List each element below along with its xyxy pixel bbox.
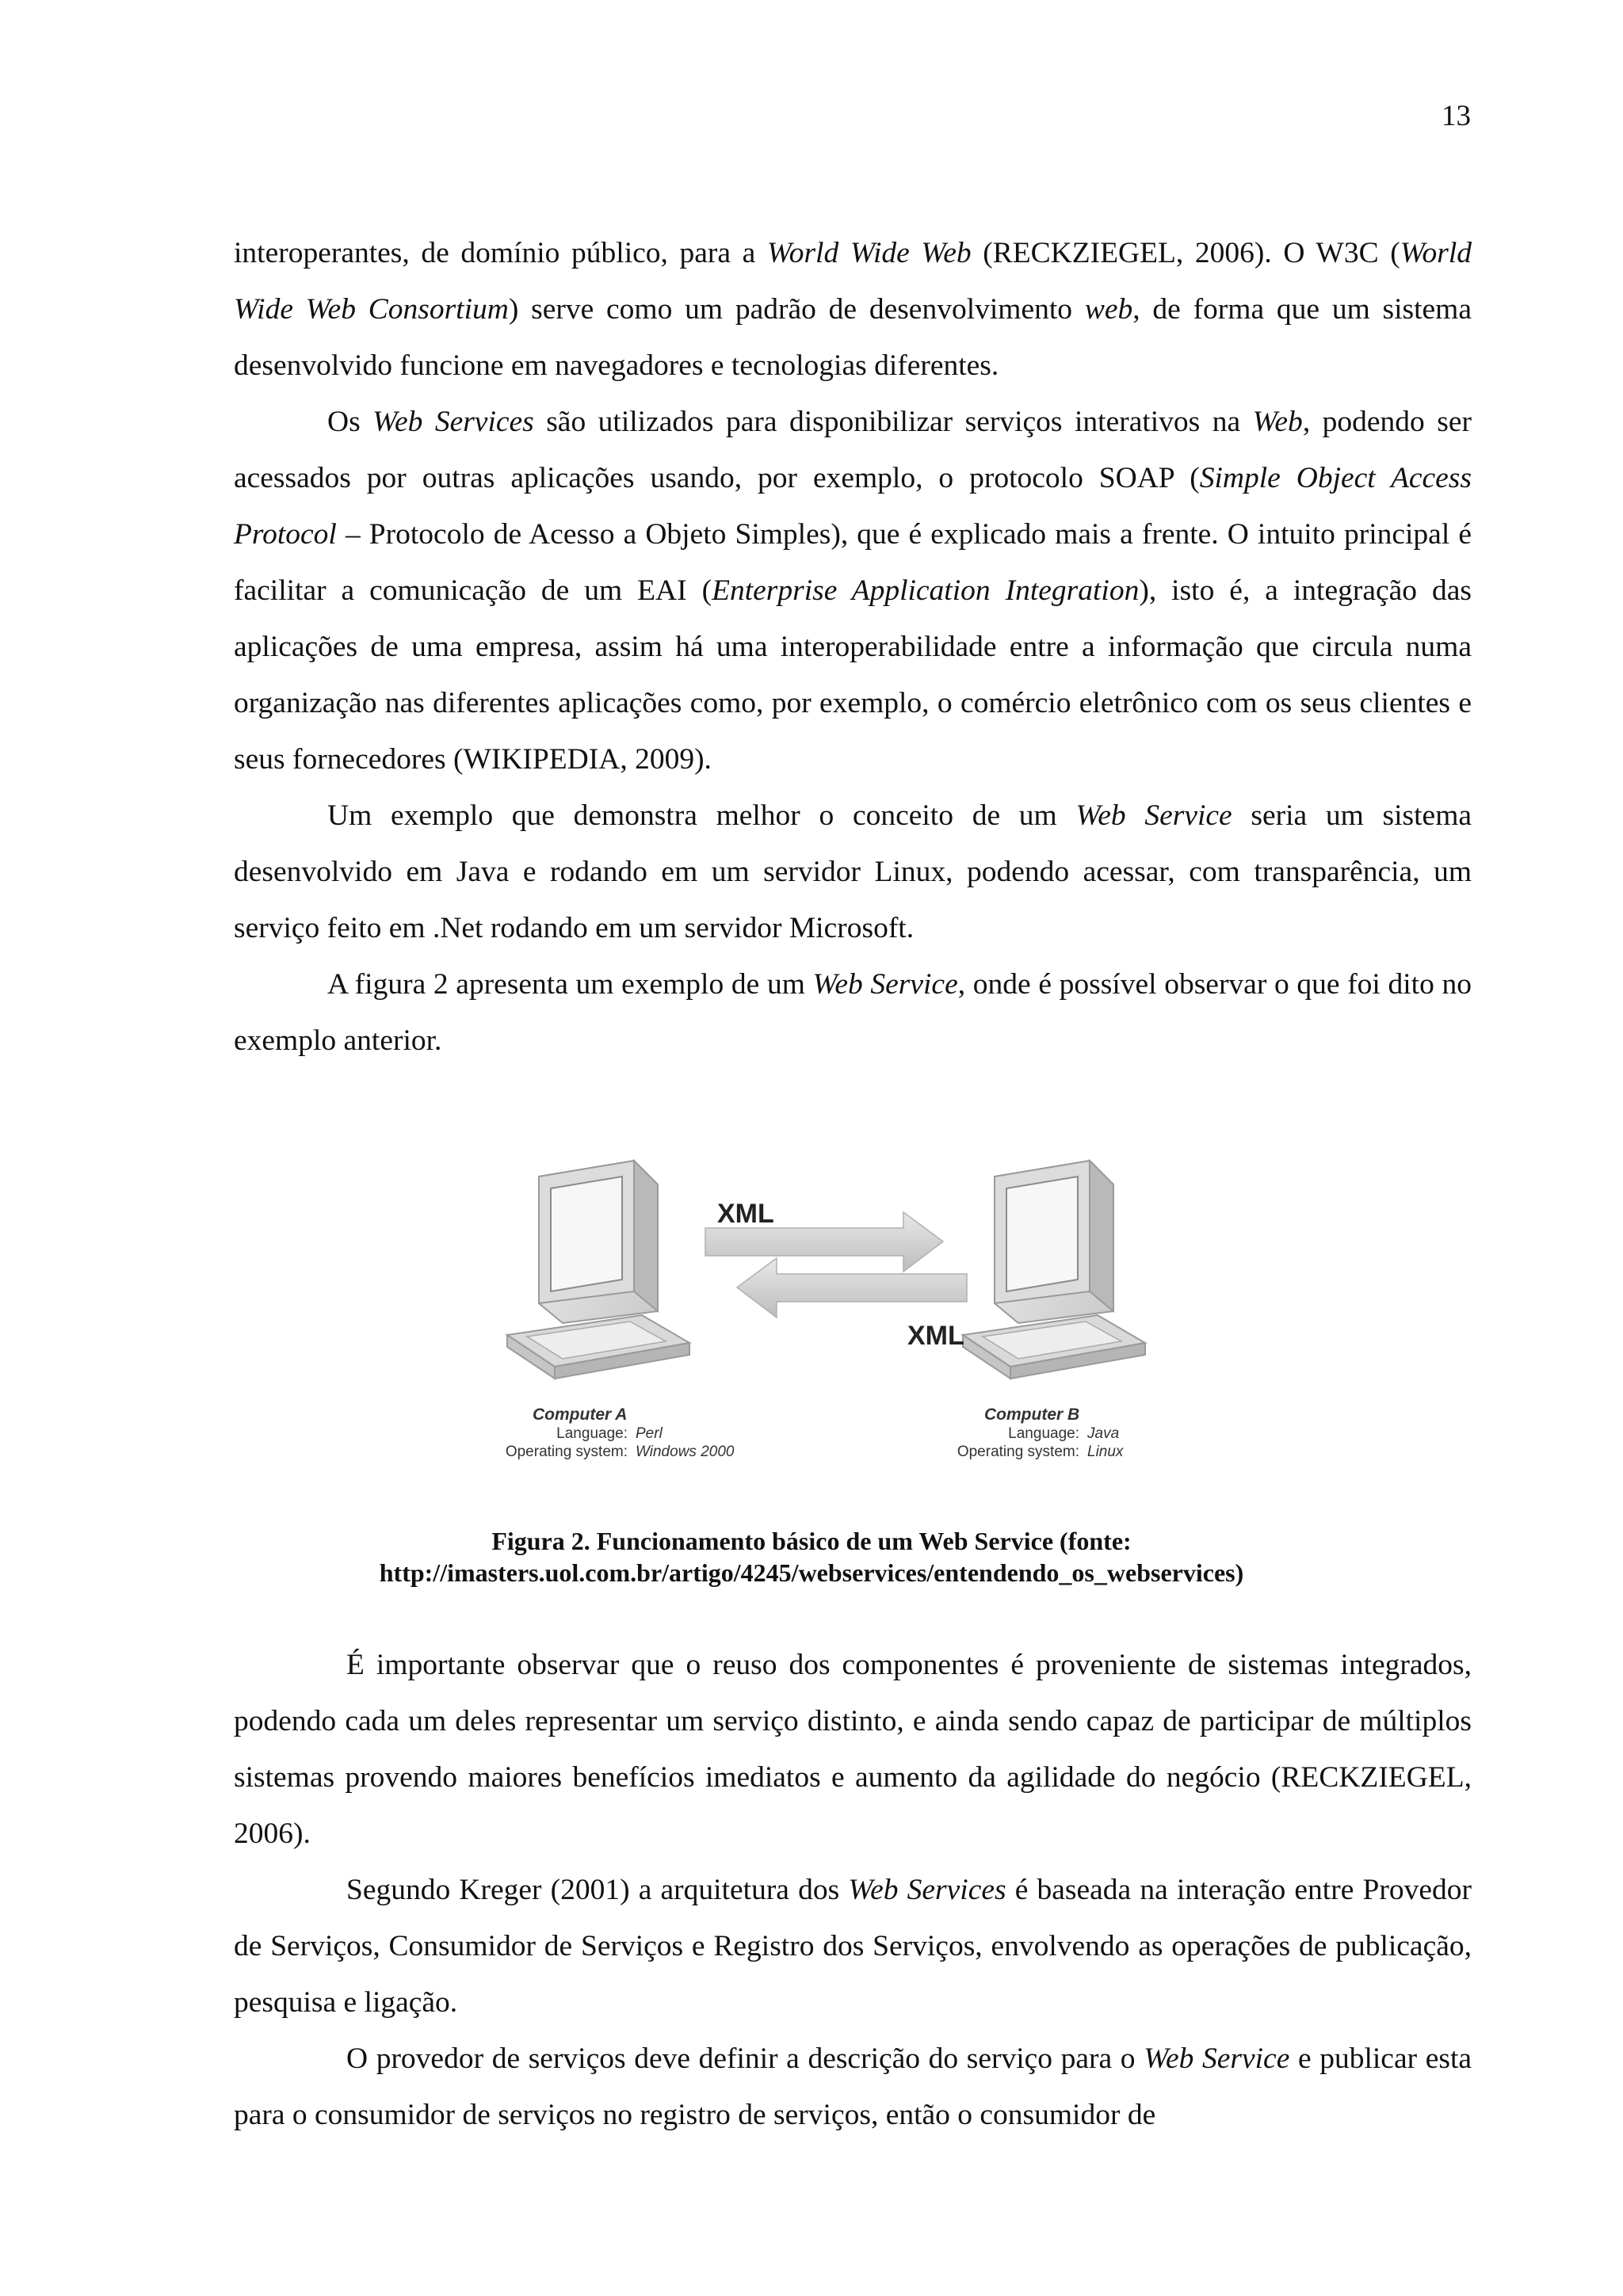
computer-b-language: Java: [1087, 1425, 1120, 1442]
computer-a-os-label: Operating system:: [505, 1444, 628, 1460]
paragraph-2: Os Web Services são utilizados para disponibilizar serviços interativos na Web, podendo ser acessados por outras aplicações usando, por exemplo, o protocolo SOAP (Simple Object Access Protocol – Protocolo de Acesso a Objeto Simples), que é explicado mais a frente. O intuito principal é facilitar a comunicação de um EAI (Enterprise Application Integration), isto é, a integração das aplicações de uma empresa, assim há uma interoperabilidade entre a informação que circula numa organização nas diferentes aplicações como, por exemplo, o comércio eletrônico com os seus clientes e seus fornecedores (WIKIPEDIA, 2009).: [234, 406, 1472, 776]
computer-a-title: Computer A: [533, 1405, 628, 1424]
computer-a-language-label: Language:: [556, 1425, 628, 1442]
computer-a-icon: [507, 1161, 689, 1379]
paragraph-4: A figura 2 apresenta um exemplo de um Web Service, onde é possível observar o que foi dito no exemplo anterior.: [234, 968, 1472, 1057]
computer-a-os: Windows 2000: [636, 1444, 735, 1460]
computer-b-os: Linux: [1087, 1444, 1124, 1460]
figure-web-service: [491, 1153, 1173, 1486]
paragraph-7: O provedor de serviços deve definir a descrição do serviço para o Web Service e publicar esta para o consumidor de serviços no registro de serviços, então o consumidor de: [234, 2042, 1472, 2131]
xml-label-bottom: XML: [907, 1321, 964, 1351]
computer-b-icon: [963, 1161, 1145, 1379]
caption-line-2: http://imasters.uol.com.br/artigo/4245/webservices/entendendo_os_webservices): [379, 1558, 1244, 1587]
paragraph-1: interoperantes, de domínio público, para a World Wide Web (RECKZIEGEL, 2006). O W3C (World Wide Web Consortium) serve como um padrão de desenvolvimento web, de forma que um sistema desenvolvido funcione em navegadores e tecnologias diferentes.: [234, 237, 1472, 382]
computer-b-language-label: Language:: [1008, 1425, 1079, 1442]
figure-caption: [158, 1525, 1465, 1589]
arrow-left-icon: [737, 1258, 967, 1318]
computer-b-os-label: Operating system:: [957, 1444, 1079, 1460]
page-number: 13: [1442, 100, 1471, 132]
xml-label-top: XML: [717, 1199, 774, 1229]
paragraph-6: Segundo Kreger (2001) a arquitetura dos Web Services é baseada na interação entre Provedor de Serviços, Consumidor de Serviços e Registro dos Serviços, envolvendo as operações de publicação, pesquisa e ligação.: [234, 1874, 1472, 2019]
paragraph-5: É importante observar que o reuso dos componentes é proveniente de sistemas integrados, podendo cada um deles representar um serviço distinto, e ainda sendo capaz de participar de múltiplos sistemas provendo maiores benefícios imediatos e aumento da agilidade do negócio (RECKZIEGEL, 2006).: [234, 1649, 1472, 1850]
caption-line-1: Figura 2. Funcionamento básico de um Web Service (fonte:: [491, 1527, 1132, 1555]
computer-a-language: Perl: [636, 1425, 663, 1442]
body-text-lower: [234, 1637, 1472, 2143]
computer-b-title: Computer B: [984, 1405, 1080, 1424]
paragraph-3: Um exemplo que demonstra melhor o conceito de um Web Service seria um sistema desenvolvido em Java e rodando em um servidor Linux, podendo acessar, com transparência, um serviço feito em .Net rodando em um servidor Microsoft.: [234, 799, 1472, 944]
body-text-upper: [234, 225, 1472, 1069]
